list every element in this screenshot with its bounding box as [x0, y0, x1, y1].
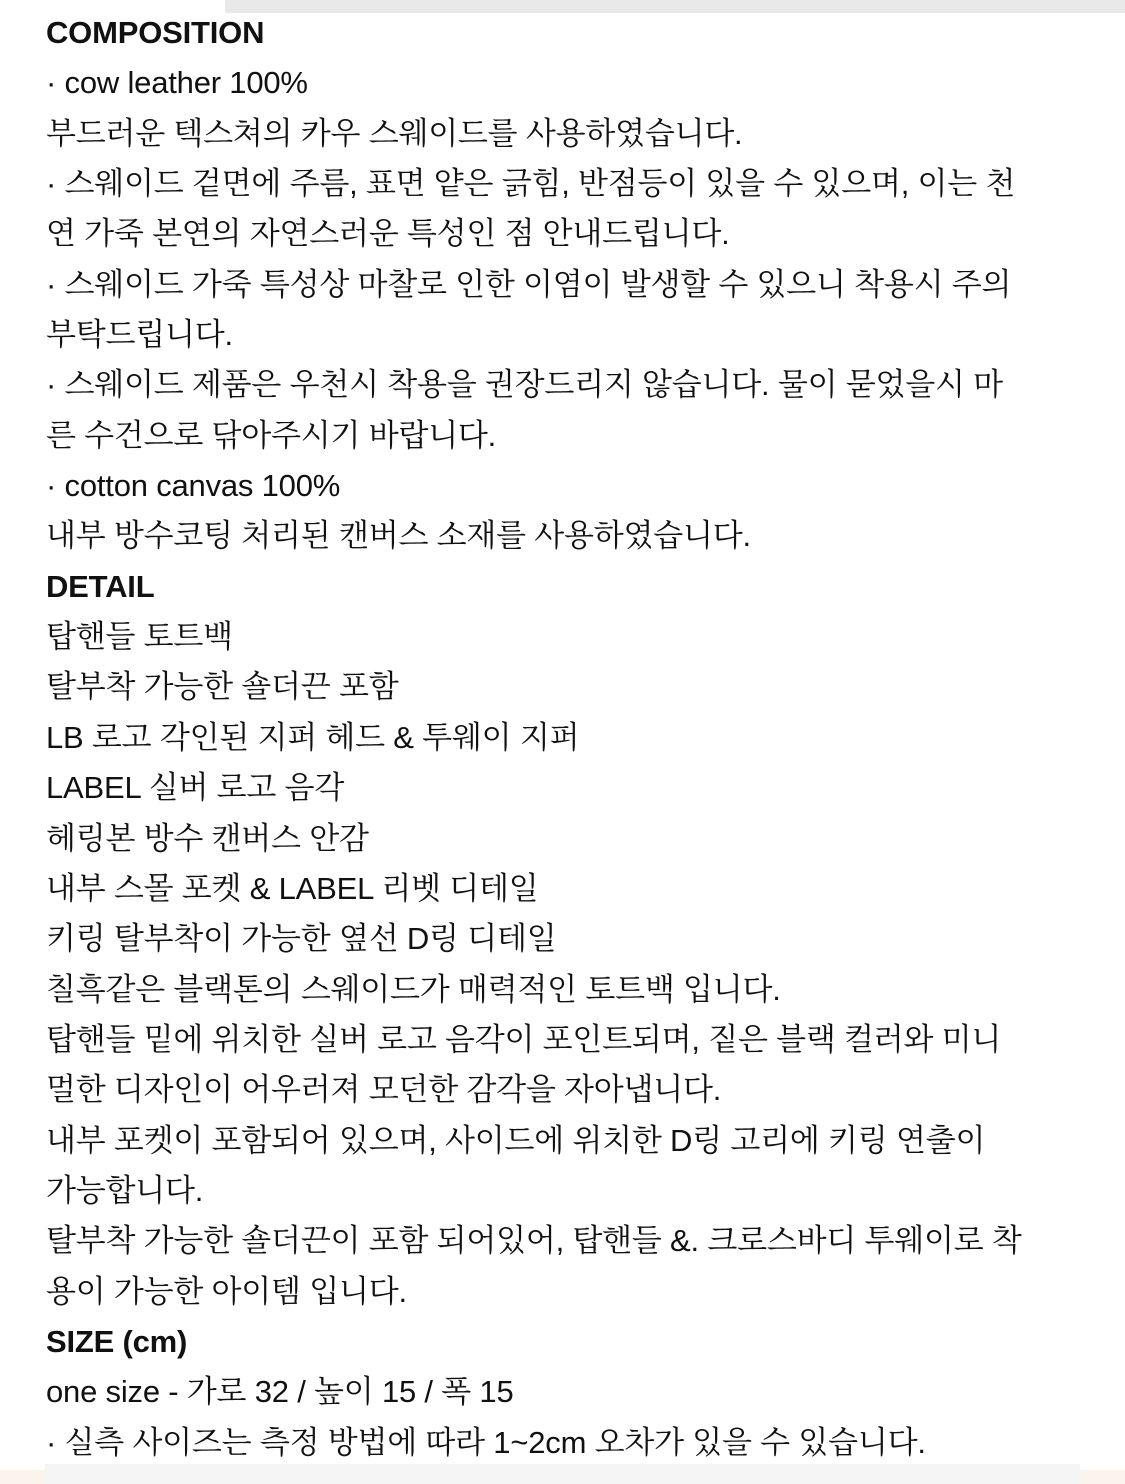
description-line: 용이 가능한 아이템 입니다. — [46, 1273, 407, 1309]
description-line: 탑핸들 토트백 — [46, 619, 233, 655]
description-line: · 스웨이드 가죽 특성상 마찰로 인한 이염이 발생할 수 있으니 착용시 주의 — [46, 266, 1012, 302]
description-line: 칠흑같은 블랙톤의 스웨이드가 매력적인 토트백 입니다. — [46, 971, 781, 1007]
description-line: 내부 스몰 포켓 & LABEL 리벳 디테일 — [46, 870, 539, 906]
description-line: 부탁드립니다. — [46, 317, 233, 353]
description-line: 탈부착 가능한 숄더끈 포함 — [46, 669, 399, 705]
section-heading: SIZE (cm) — [46, 1323, 188, 1359]
bottom-panel — [45, 1464, 1080, 1484]
product-description — [46, 8, 1106, 1468]
description-line: 멀한 디자인이 어우러져 모던한 감각을 자아냅니다. — [46, 1072, 722, 1108]
description-line: 키링 탈부착이 가능한 옆선 D링 디테일 — [46, 921, 557, 957]
description-line: · cotton canvas 100% — [46, 468, 341, 504]
description-line: LB 로고 각인된 지퍼 헤드 & 투웨이 지퍼 — [46, 719, 580, 755]
description-line: 부드러운 텍스쳐의 카우 스웨이드를 사용하였습니다. — [46, 115, 743, 151]
description-line: 탑핸들 밑에 위치한 실버 로고 음각이 포인트되며, 짙은 블랙 컬러와 미니 — [46, 1021, 1002, 1057]
description-line: · 스웨이드 겉면에 주름, 표면 얕은 긁힘, 반점등이 있을 수 있으며, 이는 천 — [46, 166, 1016, 202]
description-line: · cow leather 100% — [46, 65, 308, 101]
description-line: 내부 포켓이 포함되어 있으며, 사이드에 위치한 D링 고리에 키링 연출이 — [46, 1122, 986, 1158]
description-line: 헤링본 방수 캔버스 안감 — [46, 820, 369, 856]
description-line: 연 가죽 본연의 자연스러운 특성인 점 안내드립니다. — [46, 216, 730, 252]
description-line: one size - 가로 32 / 높이 15 / 폭 15 — [46, 1374, 514, 1410]
description-line: · 스웨이드 제품은 우천시 착용을 권장드리지 않습니다. 물이 묻었을시 마 — [46, 367, 1003, 403]
section-heading: COMPOSITION — [46, 15, 265, 50]
description-line: LABEL 실버 로고 음각 — [46, 770, 345, 806]
description-line: · 실측 사이즈는 측정 방법에 따라 1~2cm 오차가 있을 수 있습니다. — [46, 1424, 926, 1460]
description-line: 른 수건으로 닦아주시기 바랍니다. — [46, 417, 497, 453]
section-heading: DETAIL — [46, 568, 155, 604]
description-line: 가능합니다. — [46, 1172, 204, 1208]
description-line: 탈부착 가능한 숄더끈이 포함 되어있어, 탑핸들 &. 크로스바디 투웨이로 착 — [46, 1223, 1022, 1259]
description-line: 내부 방수코팅 처리된 캔버스 소재를 사용하였습니다. — [46, 518, 751, 554]
